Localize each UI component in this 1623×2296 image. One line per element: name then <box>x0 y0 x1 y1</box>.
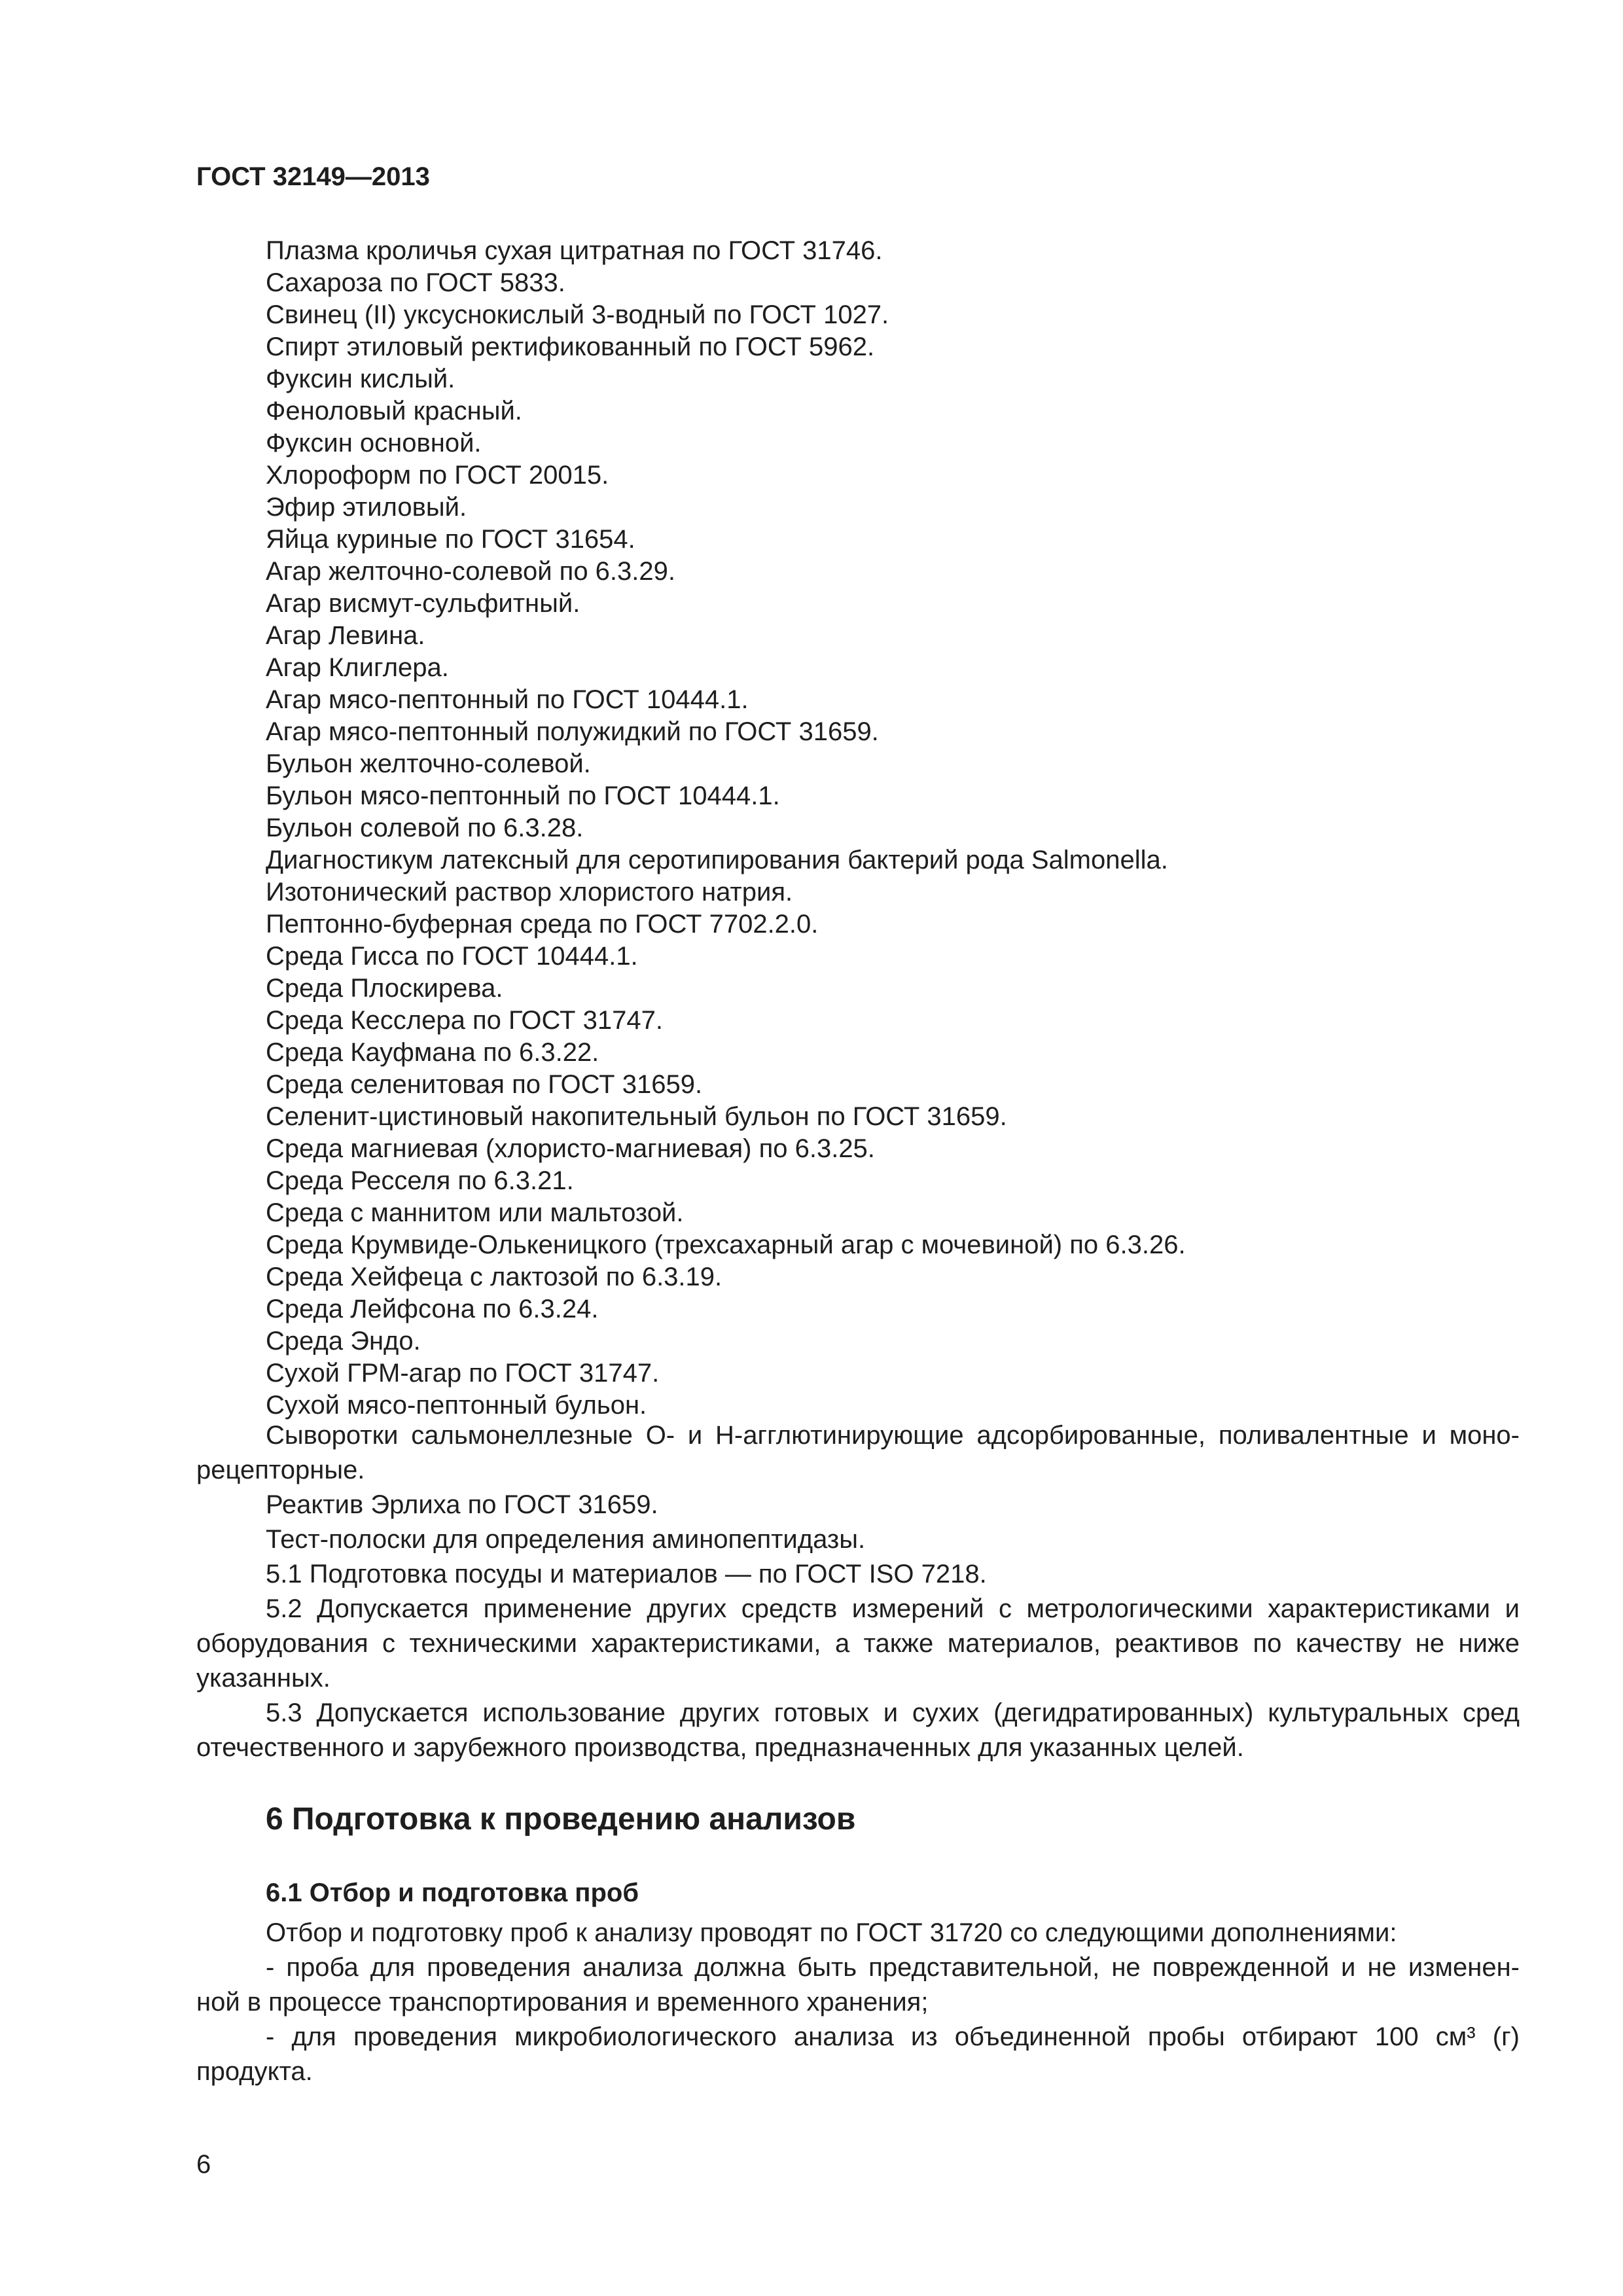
clause-5-3-line: 5.3 Допускается использование других готовых и сухих (дегидратированных) культуральных сред <box>266 1698 1520 1727</box>
material-item: Сахароза по ГОСТ 5833. <box>266 268 565 297</box>
clause-5-2-line: 5.2 Допускается применение других средств измерений с метрологическими характеристиками и <box>266 1594 1520 1623</box>
material-item: Среда селенитовая по ГОСТ 31659. <box>266 1070 703 1099</box>
material-item: Среда Эндо. <box>266 1327 421 1355</box>
material-item: Сухой мясо-пептонный бульон. <box>266 1391 647 1420</box>
material-item: Реактив Эрлиха по ГОСТ 31659. <box>266 1490 658 1519</box>
sampling-requirement-line: - проба для проведения анализа должна быть представительной, не поврежденной и не изменен- <box>266 1953 1520 1982</box>
material-item: Эфир этиловый. <box>266 493 467 522</box>
material-item: Бульон мясо-пептонный по ГОСТ 10444.1. <box>266 781 780 810</box>
material-item-sera-line: Сыворотки сальмонеллезные О- и Н-агглютинирующие адсорбированные, поливалентные и моно- <box>266 1421 1520 1450</box>
material-item: Среда Ресселя по 6.3.21. <box>266 1166 574 1195</box>
material-item: Сухой ГРМ-агар по ГОСТ 31747. <box>266 1359 660 1388</box>
clause-5-3-line: отечественного и зарубежного производства, предназначенных для указанных целей. <box>196 1733 1244 1762</box>
material-item: Среда Крумвиде-Олькеницкого (трехсахарный агар с мочевиной) по 6.3.26. <box>266 1230 1186 1259</box>
material-item: Диагностикум латексный для серотипирования бактерий рода Salmonella. <box>266 846 1168 874</box>
material-item: Пептонно-буферная среда по ГОСТ 7702.2.0. <box>266 910 819 939</box>
material-item: Агар висмут-сульфитный. <box>266 589 580 618</box>
material-item: Феноловый красный. <box>266 397 522 425</box>
material-item: Бульон желточно-солевой. <box>266 749 591 778</box>
clause-5-2-line: указанных. <box>196 1664 330 1693</box>
material-item: Среда магниевая (хлористо-магниевая) по 6.3.25. <box>266 1134 875 1163</box>
sampling-requirement-line: ной в процессе транспортирования и временного хранения; <box>196 1988 929 2017</box>
material-item: Среда Кауфмана по 6.3.22. <box>266 1038 599 1067</box>
material-item: Агар Левина. <box>266 621 425 650</box>
material-item: Тест-полоски для определения аминопептидазы. <box>266 1525 866 1554</box>
material-item: Спирт этиловый ректификованный по ГОСТ 5962. <box>266 332 875 361</box>
sampling-requirement-line: - для проведения микробиологического анализа из объединенной пробы отбирают 100 см³ (г) <box>266 2022 1520 2051</box>
subsection-6-1-heading: 6.1 Отбор и подготовка проб <box>266 1878 639 1907</box>
material-item: Агар мясо-пептонный по ГОСТ 10444.1. <box>266 685 749 714</box>
material-item: Фуксин основной. <box>266 429 482 457</box>
page-number: 6 <box>196 2150 211 2179</box>
materials-list <box>196 235 1520 1422</box>
document-designation: ГОСТ 32149—2013 <box>196 162 430 191</box>
material-item: Среда Плоскирева. <box>266 974 503 1003</box>
material-item: Среда с маннитом или мальтозой. <box>266 1198 684 1227</box>
materials-and-clauses <box>196 1418 1520 1765</box>
material-item: Агар желточно-солевой по 6.3.29. <box>266 557 675 586</box>
material-item: Агар Клиглера. <box>266 653 449 682</box>
clause-5-1: 5.1 Подготовка посуды и материалов — по ГОСТ ISO 7218. <box>266 1560 987 1588</box>
material-item-sera-line: рецепторные. <box>196 1456 365 1484</box>
material-item: Среда Гисса по ГОСТ 10444.1. <box>266 942 638 971</box>
sampling-requirement-line: продукта. <box>196 2057 313 2086</box>
material-item: Агар мясо-пептонный полужидкий по ГОСТ 31659. <box>266 717 879 746</box>
material-item: Среда Хейфеца с лактозой по 6.3.19. <box>266 1263 722 1291</box>
material-item: Среда Кесслера по ГОСТ 31747. <box>266 1006 663 1035</box>
material-item: Изотонический раствор хлористого натрия. <box>266 878 793 906</box>
subsection-6-1-body <box>196 1916 1520 2089</box>
material-item: Бульон солевой по 6.3.28. <box>266 814 584 842</box>
material-item: Яйца куриные по ГОСТ 31654. <box>266 525 635 554</box>
material-item: Плазма кроличья сухая цитратная по ГОСТ 31746. <box>266 236 883 265</box>
subsection-6-1-intro: Отбор и подготовку проб к анализу проводят по ГОСТ 31720 со следующими дополнениями: <box>266 1918 1397 1947</box>
material-item: Фуксин кислый. <box>266 365 455 393</box>
material-item: Селенит-цистиновый накопительный бульон по ГОСТ 31659. <box>266 1102 1007 1131</box>
material-item: Свинец (II) уксуснокислый 3-водный по ГОСТ 1027. <box>266 300 889 329</box>
material-item: Хлороформ по ГОСТ 20015. <box>266 461 609 490</box>
material-item: Среда Лейфсона по 6.3.24. <box>266 1295 599 1323</box>
section-6-heading: 6 Подготовка к проведению анализов <box>266 1802 856 1837</box>
clause-5-2-line: оборудования с техническими характеристиками, а также материалов, реактивов по качеству не ниже <box>196 1629 1520 1658</box>
